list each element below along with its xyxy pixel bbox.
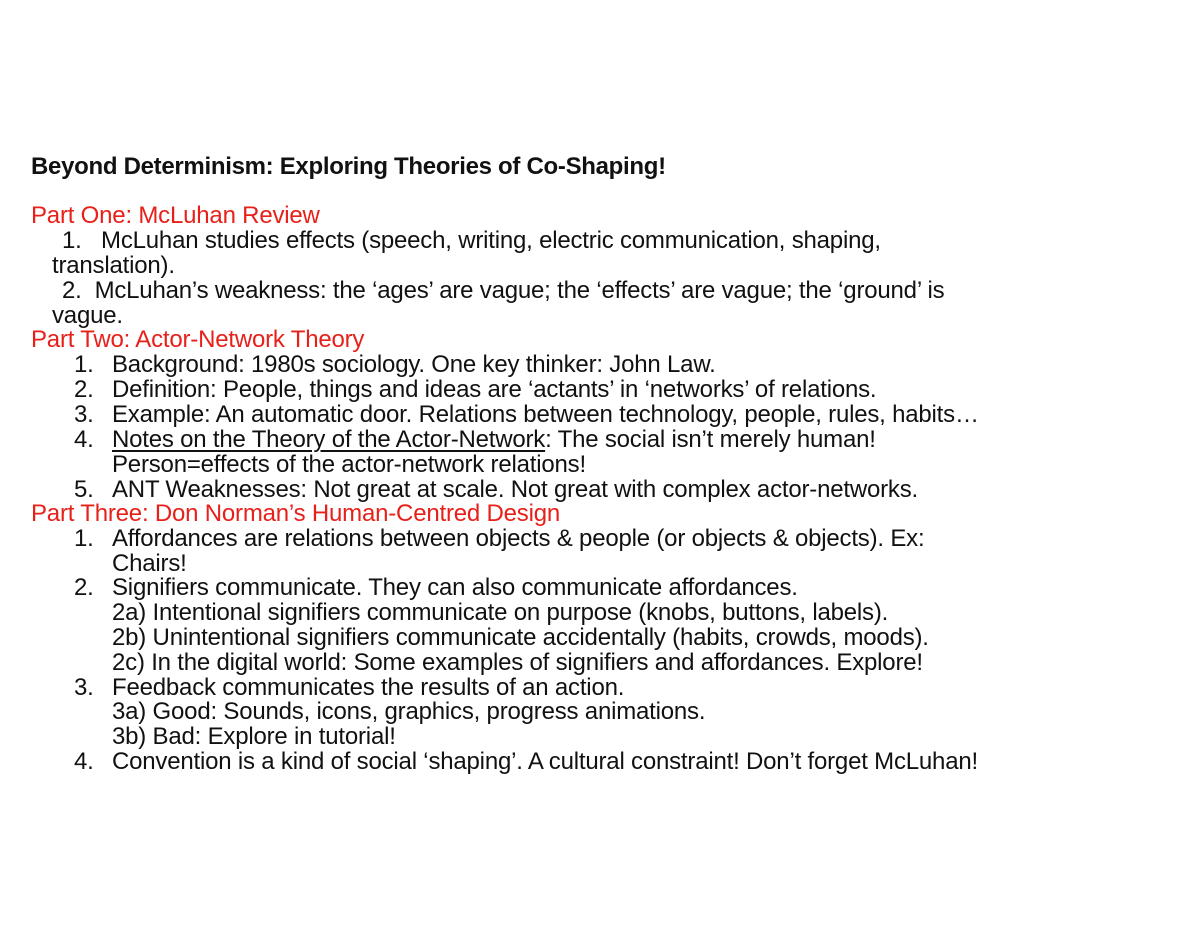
list-number: 5. [74, 476, 94, 503]
list-number: 4. [74, 426, 94, 453]
list-item-continuation: translation). [52, 252, 175, 279]
sub-list-item: 3a) Good: Sounds, icons, graphics, progress animations. [112, 698, 706, 725]
list-item-continuation: vague. [52, 302, 123, 329]
list-item [62, 278, 944, 303]
list-item-text: McLuhan’s weakness: the ‘ages’ are vague; the ‘effects’ are vague; the ‘ground’ is [94, 277, 945, 304]
list-item-text: Signifiers communicate. They can also communicate affordances. [112, 574, 798, 601]
part-one-heading: Part One: McLuhan Review [31, 202, 320, 229]
sub-list-item: 2a) Intentional signifiers communicate on purpose (knobs, buttons, labels). [112, 599, 889, 626]
list-item [74, 749, 978, 774]
sub-list-item: 2c) In the digital world: Some examples of signifiers and affordances. Explore! [112, 649, 923, 676]
list-number: 1. [62, 227, 82, 254]
sub-list-item: 3b) Bad: Explore in tutorial! [112, 723, 396, 750]
list-number: 4. [74, 748, 94, 775]
list-item-text: Convention is a kind of social ‘shaping’. A cultural constraint! Don’t forget McLuhan! [112, 748, 978, 775]
list-number: 2. [74, 376, 94, 403]
list-number: 3. [74, 401, 94, 428]
list-number: 2. [62, 277, 82, 304]
list-item-text: Feedback communicates the results of an action. [112, 674, 625, 701]
part-three-heading: Part Three: Don Norman’s Human-Centred Design [31, 500, 561, 527]
list-item-text: Definition: People, things and ideas are ‘actants’ in ‘networks’ of relations. [112, 376, 877, 403]
list-number: 1. [74, 525, 94, 552]
list-item [74, 477, 918, 502]
list-item-continuation: Person=effects of the actor-network relations! [112, 451, 586, 478]
list-number: 1. [74, 351, 94, 378]
part-two-heading: Part Two: Actor-Network Theory [31, 326, 365, 353]
list-item [74, 427, 876, 452]
list-number: 2. [74, 574, 94, 601]
list-item-continuation: Chairs! [112, 550, 187, 577]
notes-link[interactable]: Notes on the Theory of the Actor-Network [112, 426, 546, 453]
list-item [74, 526, 924, 551]
list-item-text: : The social isn’t merely human! [545, 426, 876, 453]
list-item [74, 402, 979, 427]
list-item-text: Affordances are relations between objects & people (or objects & objects). Ex: [112, 525, 925, 552]
sub-list-item: 2b) Unintentional signifiers communicate accidentally (habits, crowds, moods). [112, 624, 929, 651]
list-item-text: McLuhan studies effects (speech, writing, electric communication, shaping, [101, 227, 881, 254]
list-item-text: Example: An automatic door. Relations between technology, people, rules, habits… [112, 401, 979, 428]
list-number: 3. [74, 674, 94, 701]
list-item [62, 228, 881, 253]
list-item [74, 377, 876, 402]
document-title: Beyond Determinism: Exploring Theories of Co-Shaping! [31, 153, 666, 180]
list-item [74, 352, 716, 377]
list-item [74, 575, 798, 600]
list-item-text: Background: 1980s sociology. One key thinker: John Law. [112, 351, 716, 378]
list-item-text: ANT Weaknesses: Not great at scale. Not great with complex actor-networks. [112, 476, 918, 503]
list-item [74, 675, 624, 700]
